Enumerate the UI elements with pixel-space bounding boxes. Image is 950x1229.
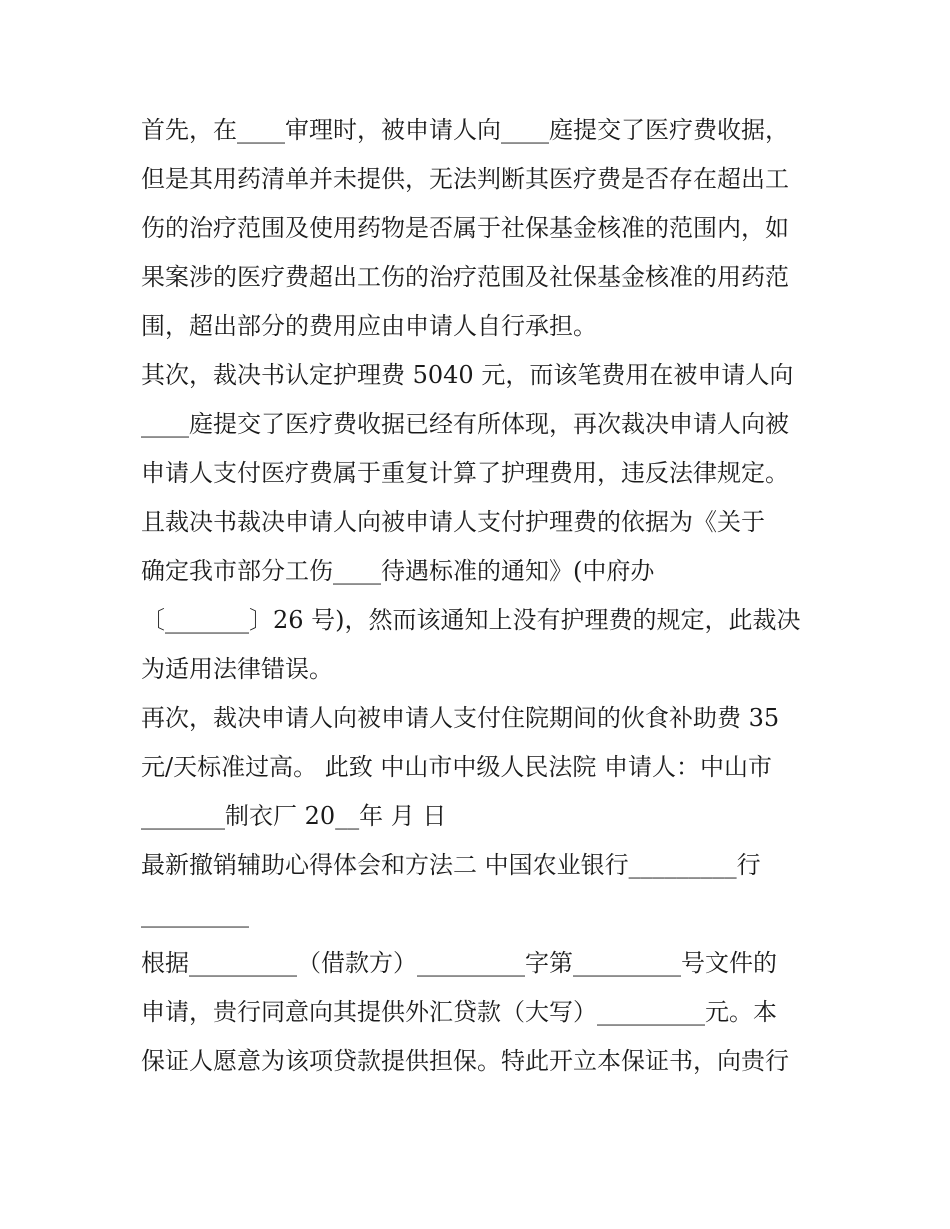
text-line: 确定我市部分工伤____待遇标准的通知》(中府办 bbox=[141, 557, 655, 585]
text-line: 最新撤销辅助心得体会和方法二 中国农业银行_________行 bbox=[141, 851, 761, 879]
text-line: 伤的治疗范围及使用药物是否属于社保基金核准的范围内，如 bbox=[141, 214, 789, 242]
text-line: 〔_______〕26 号)，然而该通知上没有护理费的规定，此裁决 bbox=[141, 606, 801, 634]
text-line: 首先，在____审理时，被申请人向____庭提交了医疗费收据， bbox=[141, 116, 789, 144]
text-line: ____庭提交了医疗费收据已经有所体现，再次裁决申请人向被 bbox=[141, 410, 789, 438]
text-line: 保证人愿意为该项贷款提供担保。特此开立本保证书，向贵行 bbox=[141, 1047, 789, 1075]
text-line: 再次，裁决申请人向被申请人支付住院期间的伙食补助费 35 bbox=[141, 704, 780, 732]
text-line: _______制衣厂 20__年 月 日 bbox=[141, 802, 447, 830]
text-line: _________ bbox=[141, 900, 249, 928]
text-line: 为适用法律错误。 bbox=[141, 655, 333, 683]
text-line: 申请人支付医疗费属于重复计算了护理费用，违反法律规定。 bbox=[141, 459, 789, 487]
text-line: 申请，贵行同意向其提供外汇贷款（大写）_________元。本 bbox=[141, 998, 777, 1026]
document-page bbox=[141, 106, 821, 1086]
text-line: 其次，裁决书认定护理费 5040 元，而该笔费用在被申请人向 bbox=[141, 361, 794, 389]
text-line: 且裁决书裁决申请人向被申请人支付护理费的依据为《关于 bbox=[141, 508, 765, 536]
text-line: 但是其用药清单并未提供，无法判断其医疗费是否存在超出工 bbox=[141, 165, 789, 193]
text-line: 根据_________（借款方）_________字第_________号文件的 bbox=[141, 949, 777, 977]
text-line: 果案涉的医疗费超出工伤的治疗范围及社保基金核准的用药范 bbox=[141, 263, 789, 291]
text-line: 围，超出部分的费用应由申请人自行承担。 bbox=[141, 312, 597, 340]
text-line: 元/天标准过高。 此致 中山市中级人民法院 申请人：中山市 bbox=[141, 753, 772, 781]
